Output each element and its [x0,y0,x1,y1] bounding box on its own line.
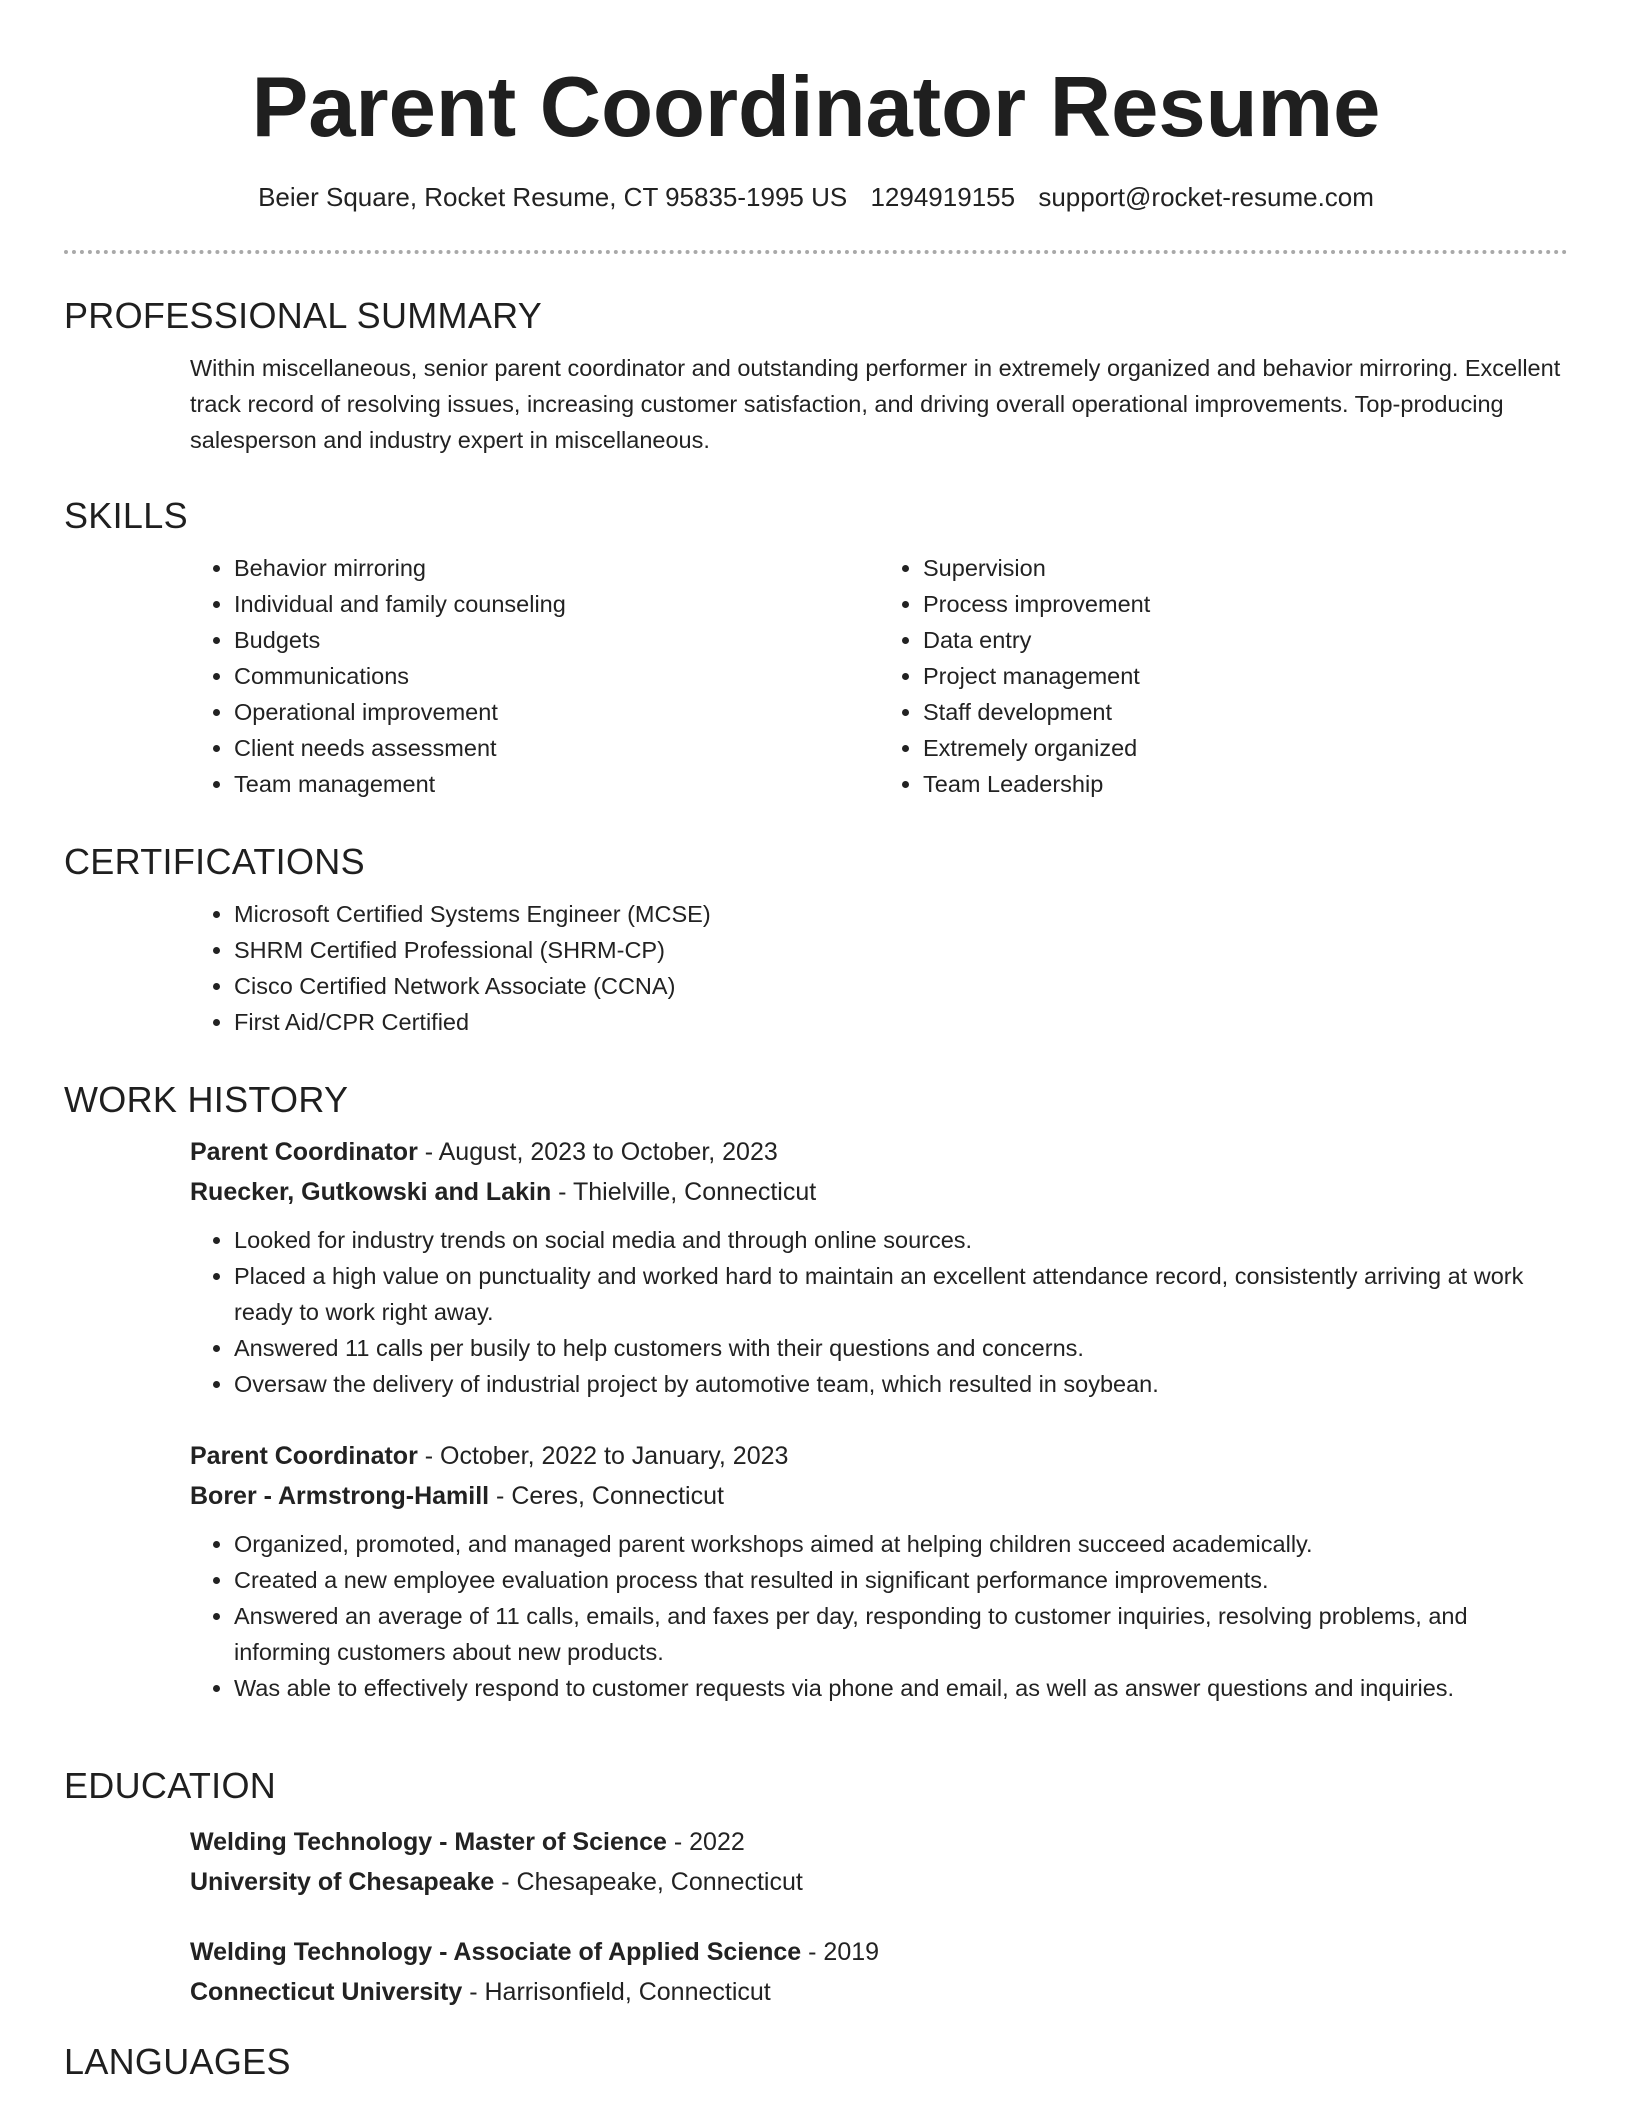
section-work-history [64,1078,1568,1706]
section-heading: PROFESSIONAL SUMMARY [64,295,543,336]
contact-address: Beier Square, Rocket Resume, CT 95835-1995 US [258,182,848,212]
skills-list-left [190,550,879,802]
job-bullet: • Created a new employee evaluation process that resulted in significant performance improvements. [234,1562,1568,1598]
skill-item: • Project management [923,658,1568,694]
education-entry [190,1932,1568,2012]
job-dates: - October, 2022 to January, 2023 [417,1442,789,1470]
skill-item: • Team management [234,766,879,802]
job-bullet: • Oversaw the delivery of industrial project by automotive team, which resulted in soybean. [234,1366,1568,1402]
section-heading: WORK HISTORY [64,1079,349,1120]
education-degree-line [190,1932,1568,1972]
skill-item: • Budgets [234,622,879,658]
job-title: Parent Coordinator [190,1138,418,1166]
education-school-line [190,1972,1568,2012]
skills-list-right [879,550,1568,802]
skill-item: • Individual and family counseling [234,586,879,622]
section-summary [64,294,1568,458]
job-company-line [190,1172,1568,1212]
contact-email: support@rocket-resume.com [1038,182,1374,212]
certifications-list [190,896,1568,1040]
job-location: - Ceres, Connecticut [489,1482,724,1510]
skill-item: • Staff development [923,694,1568,730]
resume-title: Parent Coordinator Resume [251,60,1381,155]
certification-item: • Cisco Certified Network Associate (CCNA) [234,968,1568,1004]
education-year: - 2022 [666,1828,745,1856]
section-education [64,1764,1568,2012]
certification-item: • First Aid/CPR Certified [234,1004,1568,1040]
job-title-line [190,1436,1568,1476]
certification-item: • Microsoft Certified Systems Engineer (MCSE) [234,896,1568,932]
certification-item: • SHRM Certified Professional (SHRM-CP) [234,932,1568,968]
section-heading: LANGUAGES [64,2041,291,2082]
summary-text: Within miscellaneous, senior parent coordinator and outstanding performer in extremely organized and behavior mirroring. Excellent track record of resolving issues, increasing customer satisfaction, and driving overall operational improvements. Top-producing salesperson and industry expert in miscellaneous. [190,355,1561,453]
skill-item: • Client needs assessment [234,730,879,766]
skill-item: • Behavior mirroring [234,550,879,586]
section-languages [64,2040,1568,2084]
education-year: - 2019 [801,1938,880,1966]
header-divider [64,250,1568,254]
education-school: Connecticut University [190,1978,463,2006]
section-certifications [64,840,1568,1040]
education-list [190,1822,1568,2012]
education-school: University of Chesapeake [190,1868,495,1896]
job-company: Borer - Armstrong-Hamill [190,1482,490,1510]
skill-item: • Data entry [923,622,1568,658]
section-heading: CERTIFICATIONS [64,841,365,882]
skill-item: • Supervision [923,550,1568,586]
job-dates: - August, 2023 to October, 2023 [417,1138,778,1166]
job-bullet: • Answered an average of 11 calls, emails, and faxes per day, responding to customer inquiries, resolving problems, and informing customers about new products. [234,1598,1568,1670]
education-location: - Harrisonfield, Connecticut [462,1978,771,2006]
job-bullets [190,1222,1568,1402]
skill-item: • Team Leadership [923,766,1568,802]
job-title: Parent Coordinator [190,1442,418,1470]
education-school-line [190,1862,1568,1902]
job-title-line [190,1132,1568,1172]
skill-item: • Operational improvement [234,694,879,730]
job-bullet: • Organized, promoted, and managed parent workshops aimed at helping children succeed academically. [234,1526,1568,1562]
job-location: - Thielville, Connecticut [551,1178,817,1206]
job-bullet: • Placed a high value on punctuality and worked hard to maintain an excellent attendance record, consistently arriving at work ready to work right away. [234,1258,1568,1330]
education-degree: Welding Technology - Associate of Applied Science [190,1938,802,1966]
job-bullet: • Looked for industry trends on social media and through online sources. [234,1222,1568,1258]
contact-phone: 1294919155 [870,182,1016,212]
education-degree-line [190,1822,1568,1862]
skill-item: • Communications [234,658,879,694]
education-degree: Welding Technology - Master of Science [190,1828,667,1856]
section-skills [64,494,1568,802]
education-location: - Chesapeake, Connecticut [494,1868,803,1896]
skill-item: • Extremely organized [923,730,1568,766]
job-company-line [190,1476,1568,1516]
skills-grid [64,538,1568,802]
contact-line [0,180,1632,214]
job-bullet: • Was able to effectively respond to customer requests via phone and email, as well as answer questions and inquiries. [234,1670,1568,1706]
section-heading: SKILLS [64,495,188,536]
skill-item: • Process improvement [923,586,1568,622]
job-entry [190,1436,1568,1706]
education-entry [190,1822,1568,1902]
job-bullet: • Answered 11 calls per busily to help customers with their questions and concerns. [234,1330,1568,1366]
job-entry [190,1132,1568,1402]
job-bullets [190,1526,1568,1706]
job-company: Ruecker, Gutkowski and Lakin [190,1178,552,1206]
section-heading: EDUCATION [64,1765,277,1806]
